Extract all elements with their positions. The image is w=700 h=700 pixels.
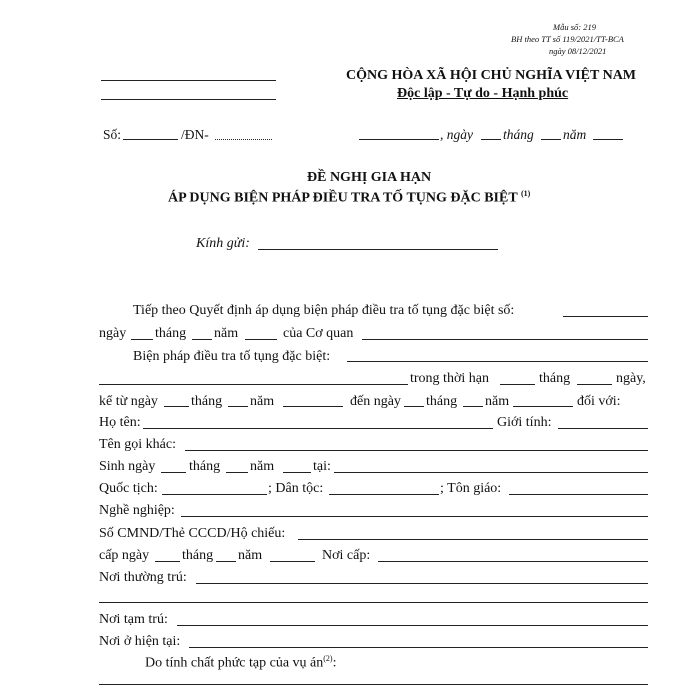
row2-month-blank	[192, 339, 212, 340]
agency-line-1	[101, 80, 276, 81]
agency-blank	[362, 339, 648, 340]
duration-blank	[500, 384, 535, 385]
number-label: Số:	[103, 127, 122, 142]
recipient-blank	[258, 249, 498, 250]
permanent-blank-2	[99, 602, 648, 603]
ethnicity-label: ; Dân tộc:	[268, 481, 324, 496]
title-line-2: ÁP DỤNG BIỆN PHÁP ĐIỀU TRA TỐ TỤNG ĐẶC BIỆT	[168, 190, 518, 206]
id-blank	[298, 539, 648, 540]
duration-label: trong thời hạn	[410, 371, 489, 386]
dob-thang: tháng	[189, 459, 221, 474]
duration-thang: tháng	[539, 371, 571, 386]
date-day-blank	[481, 139, 501, 140]
from-day-blank	[164, 406, 189, 407]
title-line-1: ĐỀ NGHỊ GIA HẠN	[307, 170, 432, 185]
measure-blank-2	[99, 384, 408, 385]
to-year-blank	[513, 406, 573, 407]
dob-month-blank	[226, 472, 248, 473]
birthplace-blank	[334, 472, 648, 473]
recipient-label: Kính gửi:	[196, 236, 250, 251]
gender-blank	[558, 428, 648, 429]
date-year-blank	[593, 139, 623, 140]
measure-blank	[347, 361, 648, 362]
measure-label: Biện pháp điều tra tố tụng đặc biệt:	[133, 349, 331, 364]
issue-label: cấp ngày	[99, 548, 150, 563]
ethnicity-blank	[329, 494, 439, 495]
duration-month-blank	[577, 384, 612, 385]
birthplace-label: tại:	[313, 459, 331, 474]
issue-place-label: Nơi cấp:	[322, 548, 371, 563]
to-thang: tháng	[426, 394, 458, 409]
complexity-note: (2)	[323, 654, 333, 663]
complexity-blank	[99, 684, 648, 685]
row2-ngay: ngày	[99, 326, 127, 341]
to-nam: năm	[485, 394, 510, 409]
dob-year-blank	[283, 472, 311, 473]
form-date: ngày 08/12/2021	[549, 46, 607, 56]
temporary-label: Nơi tạm trú:	[99, 612, 168, 627]
row2-thang: tháng	[155, 326, 187, 341]
dob-day-blank	[161, 472, 186, 473]
form-number: Mẫu số: 219	[553, 22, 596, 32]
date-nam: năm	[563, 127, 587, 142]
dn-blank	[215, 139, 272, 140]
place-blank	[359, 139, 439, 140]
name-blank	[143, 428, 493, 429]
occupation-label: Nghề nghiệp:	[99, 503, 175, 518]
temporary-blank	[177, 625, 648, 626]
from-label: kể từ ngày	[99, 394, 158, 409]
nation-title: CỘNG HÒA XÃ HỘI CHỦ NGHĨA VIỆT NAM	[346, 68, 637, 83]
religion-label: ; Tôn giáo:	[440, 481, 502, 496]
nationality-blank	[162, 494, 267, 495]
current-blank	[189, 647, 648, 648]
nationality-label: Quốc tịch:	[99, 481, 158, 496]
permanent-blank	[196, 583, 648, 584]
issue-month-blank	[216, 561, 236, 562]
row2-co-quan: của Cơ quan	[283, 326, 354, 341]
subject-label: đối với:	[577, 394, 621, 409]
date-thang: tháng	[503, 127, 534, 142]
row2-day-blank	[131, 339, 153, 340]
row2-year-blank	[245, 339, 277, 340]
from-month-blank	[228, 406, 248, 407]
from-thang: tháng	[191, 394, 223, 409]
dob-nam: năm	[250, 459, 275, 474]
alias-blank	[185, 450, 648, 451]
gender-label: Giới tính:	[497, 415, 552, 430]
occupation-blank	[181, 516, 648, 517]
decision-text: Tiếp theo Quyết định áp dụng biện pháp điều tra tố tụng đặc biệt số:	[133, 303, 515, 318]
issue-place-blank	[378, 561, 648, 562]
current-label: Nơi ở hiện tại:	[99, 634, 181, 649]
name-label: Họ tên:	[99, 415, 141, 430]
to-day-blank	[404, 406, 424, 407]
from-year-blank	[283, 406, 343, 407]
row2-nam: năm	[214, 326, 239, 341]
permanent-label: Nơi thường trú:	[99, 570, 187, 585]
motto: Độc lập - Tự do - Hạnh phúc	[397, 86, 569, 101]
complexity-colon: :	[332, 655, 337, 671]
to-label: đến ngày	[350, 394, 401, 409]
complexity-text: Do tính chất phức tạp của vụ án	[145, 655, 324, 671]
dn-label: /ĐN-	[181, 127, 209, 142]
issue-year-blank	[270, 561, 315, 562]
alias-label: Tên gọi khác:	[99, 437, 176, 452]
issue-nam: năm	[238, 548, 263, 563]
form-basis: BH theo TT số 119/2021/TT-BCA	[511, 34, 624, 44]
issue-thang: tháng	[182, 548, 214, 563]
agency-line-2	[101, 99, 276, 100]
from-nam: năm	[250, 394, 275, 409]
number-blank	[123, 139, 178, 140]
decision-number-blank	[563, 316, 648, 317]
duration-ngay: ngày,	[616, 371, 646, 386]
religion-blank	[509, 494, 648, 495]
id-label: Số CMND/Thẻ CCCD/Hộ chiếu:	[99, 526, 286, 541]
date-ngay: , ngày	[440, 127, 473, 142]
title-note: (1)	[520, 189, 531, 198]
dob-label: Sinh ngày	[99, 459, 156, 474]
issue-day-blank	[155, 561, 180, 562]
date-month-blank	[541, 139, 561, 140]
to-month-blank	[463, 406, 483, 407]
